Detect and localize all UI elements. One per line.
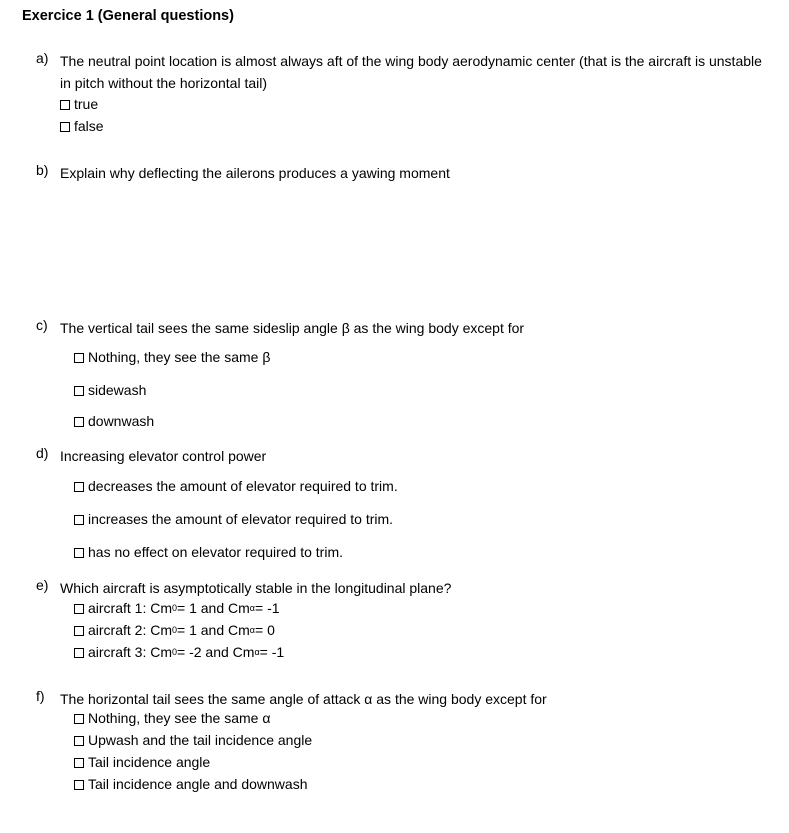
checkbox-icon[interactable]: [74, 626, 84, 636]
question-e-option-3[interactable]: aircraft 3: Cm 0 = -2 and Cm α = -1: [74, 644, 284, 660]
checkbox-icon[interactable]: [60, 100, 70, 110]
question-e-text: Which aircraft is asymptotically stable in the longitudinal plane?: [60, 580, 452, 596]
question-d-option-1[interactable]: decreases the amount of elevator required to trim.: [74, 478, 398, 494]
checkbox-icon[interactable]: [74, 648, 84, 658]
checkbox-icon[interactable]: [74, 353, 84, 363]
question-a-option-false[interactable]: false: [60, 118, 104, 134]
question-f-text: The horizontal tail sees the same angle of attack α as the wing body except for: [60, 691, 547, 707]
question-a-text: The neutral point location is almost always aft of the wing body aerodynamic center (that is the aircraft is unstable in pitch without the horizontal tail): [60, 53, 762, 91]
question-f-option-2[interactable]: Upwash and the tail incidence angle: [74, 732, 312, 748]
question-d-text: Increasing elevator control power: [60, 448, 267, 464]
exercise-title: Exercice 1 (General questions): [22, 8, 234, 24]
question-f-option-3[interactable]: Tail incidence angle: [74, 754, 210, 770]
question-f-option-1[interactable]: Nothing, they see the same α: [74, 710, 270, 726]
checkbox-icon[interactable]: [74, 780, 84, 790]
checkbox-icon[interactable]: [74, 736, 84, 746]
question-d-label: d): [36, 445, 49, 461]
question-b-text: Explain why deflecting the ailerons produces a yawing moment: [60, 165, 450, 181]
question-e-option-2[interactable]: aircraft 2: Cm 0 = 1 and Cm α = 0: [74, 622, 275, 638]
question-e-option-1[interactable]: aircraft 1: Cm 0 = 1 and Cm α = -1: [74, 600, 280, 616]
question-b-label: b): [36, 162, 49, 178]
checkbox-icon[interactable]: [74, 714, 84, 724]
question-c-label: c): [36, 317, 48, 333]
question-c-option-3[interactable]: downwash: [74, 413, 154, 429]
question-e-label: e): [36, 577, 49, 593]
question-f-option-4[interactable]: Tail incidence angle and downwash: [74, 776, 307, 792]
question-c-option-2[interactable]: sidewash: [74, 382, 146, 398]
checkbox-icon[interactable]: [74, 758, 84, 768]
checkbox-icon[interactable]: [60, 122, 70, 132]
question-c-option-1[interactable]: Nothing, they see the same β: [74, 349, 270, 365]
checkbox-icon[interactable]: [74, 482, 84, 492]
question-f-label: f): [36, 688, 45, 704]
question-a-option-true[interactable]: true: [60, 96, 98, 112]
question-a-label: a): [36, 50, 49, 66]
checkbox-icon[interactable]: [74, 515, 84, 525]
question-d-option-2[interactable]: increases the amount of elevator required to trim.: [74, 511, 393, 527]
checkbox-icon[interactable]: [74, 548, 84, 558]
checkbox-icon[interactable]: [74, 604, 84, 614]
checkbox-icon[interactable]: [74, 386, 84, 396]
question-d-option-3[interactable]: has no effect on elevator required to trim.: [74, 544, 343, 560]
question-c-text: The vertical tail sees the same sideslip angle β as the wing body except for: [60, 320, 525, 336]
checkbox-icon[interactable]: [74, 417, 84, 427]
